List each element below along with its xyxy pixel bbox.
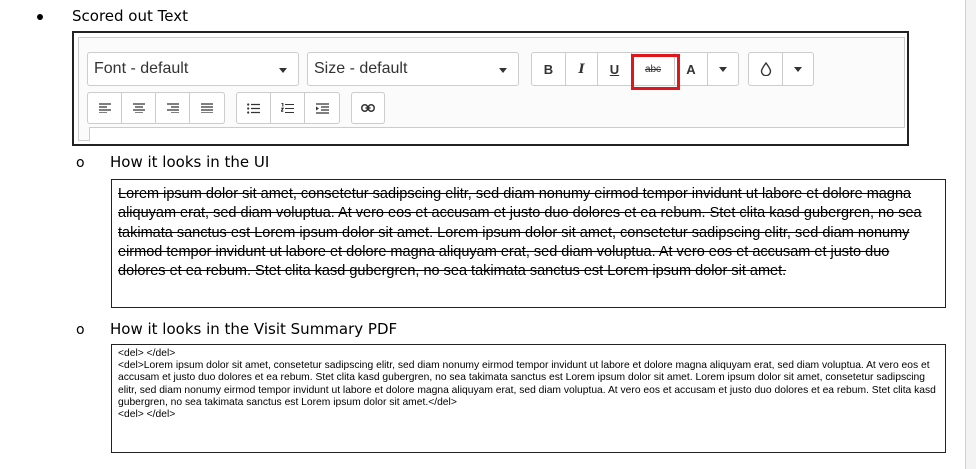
ui-preview-box <box>111 179 946 308</box>
strikethrough-button[interactable]: abc <box>632 53 675 85</box>
insert-link-button[interactable] <box>352 93 384 123</box>
chevron-down-icon <box>279 68 287 73</box>
strikethrough-highlight-box <box>631 54 680 90</box>
ordered-list-button[interactable] <box>271 93 305 123</box>
unordered-list-button[interactable] <box>237 93 271 123</box>
size-select[interactable] <box>307 52 519 86</box>
pdf-raw-html-text: <del> </del> <del>Lorem ipsum dolor sit amet, consetetur sadipscing elitr, sed diam nonumy eirmod tempor invidunt ut labore et dolore magna aliquyam erat, sed diam voluptua. At vero eos et accusam et justo duo dolores et ea rebum. Stet clita kasd gubergren, no sea takimata sanctus est Lorem ipsum dolor sit amet. Lorem ipsum dolor sit amet, consetetur sadipscing elitr, sed diam nonumy eirmod tempor invidunt ut labore et dolore magna aliquyam erat, sed diam voluptua. At vero eos et accusam et justo duo dolores et ea rebum. Stet clita kasd gubergren, no sea takimata sanctus est Lorem ipsum dolor sit amet.</del> <del> </del> <box>118 348 936 421</box>
font-color-dropdown[interactable] <box>708 53 738 85</box>
size-select-label: Size - default <box>314 60 408 77</box>
sub-bullet-marker: o <box>76 155 85 171</box>
page-heading: Scored out Text <box>72 7 188 25</box>
pdf-section-label: How it looks in the Visit Summary PDF <box>110 320 398 338</box>
align-center-button[interactable] <box>122 93 156 123</box>
chevron-down-icon <box>794 67 802 72</box>
bold-button[interactable]: B <box>532 53 566 85</box>
ui-section-label: How it looks in the UI <box>110 153 270 171</box>
highlight-button-group <box>748 52 814 86</box>
align-right-icon <box>167 103 179 113</box>
sub-bullet-marker: o <box>76 322 85 338</box>
editor-area[interactable] <box>89 127 905 141</box>
ordered-list-icon <box>281 103 294 114</box>
align-left-icon <box>99 103 111 113</box>
indent-icon <box>316 103 329 114</box>
highlight-color-dropdown[interactable] <box>783 53 813 85</box>
pdf-preview-box <box>111 344 946 453</box>
align-left-button[interactable] <box>88 93 122 123</box>
unordered-list-icon <box>247 103 260 114</box>
bullet-point <box>37 14 43 20</box>
align-center-icon <box>133 103 145 113</box>
align-button-group <box>87 92 225 124</box>
font-select-label: Font - default <box>94 60 189 77</box>
underline-button[interactable]: U <box>598 53 632 85</box>
font-color-button[interactable]: A <box>675 53 708 85</box>
highlight-color-button[interactable] <box>749 53 783 85</box>
list-button-group <box>236 92 340 124</box>
align-justify-button[interactable] <box>190 93 224 123</box>
align-right-button[interactable] <box>156 93 190 123</box>
chevron-down-icon <box>499 68 507 73</box>
window-edge <box>965 0 976 469</box>
chevron-down-icon <box>719 67 727 72</box>
indent-button[interactable] <box>305 93 339 123</box>
strikethrough-preview-text: Lorem ipsum dolor sit amet, consetetur sadipscing elitr, sed diam nonumy eirmod tempor invidunt ut labore et dolore magna aliquyam erat, sed diam voluptua. At vero eos et accusam et justo duo dolores et ea rebum. Stet clita kasd gubergren, no sea takimata sanctus est Lorem ipsum dolor sit amet. Lorem ipsum dolor sit amet, consetetur sadipscing elitr, sed diam nonumy eirmod tempor invidunt ut labore et dolore magna aliquyam erat, sed diam voluptua. At vero eos et accusam et justo duo dolores et ea rebum. Stet clita kasd gubergren, no sea takimata sanctus est Lorem ipsum dolor sit amet. <box>118 186 922 280</box>
italic-button[interactable]: I <box>566 53 598 85</box>
link-button-group <box>351 92 385 124</box>
drop-icon <box>760 62 772 76</box>
align-justify-icon <box>201 103 213 113</box>
link-icon <box>361 104 375 112</box>
font-select[interactable] <box>87 52 299 86</box>
